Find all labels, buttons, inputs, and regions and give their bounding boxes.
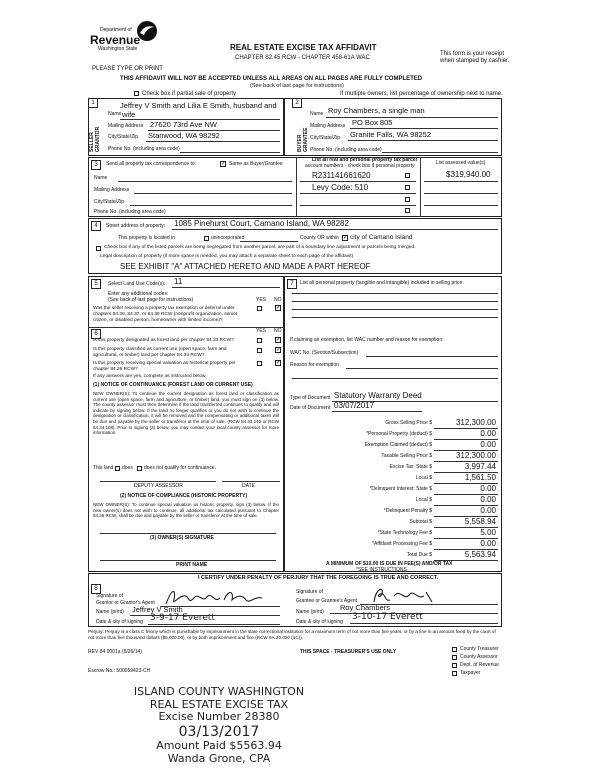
s6-q1-no[interactable]: ✓ — [276, 337, 282, 343]
does-checkbox[interactable] — [115, 466, 120, 471]
certify-statement: I CERTIFY UNDER PENALTY OF PERJURY THAT THE FOREGOING IS TRUE AND CORRECT. — [198, 575, 439, 581]
recording-stamp — [104, 686, 334, 765]
s3-city-label: City/State/Zip — [94, 199, 125, 205]
buyer-name-label: Name — [310, 111, 324, 117]
land-use-label: Select Land Use Code(s): — [108, 281, 166, 287]
copy-treasurer-checkbox[interactable] — [452, 647, 457, 652]
seller-phone-label: Phone No. (including area code) — [108, 146, 180, 152]
unincorporated-checkbox[interactable] — [204, 236, 209, 241]
warning-banner: THIS AFFIDAVIT WILL NOT BE ACCEPTED UNLESS ALL AREAS ON ALL PAGES ARE FULLY COMPLETED — [120, 76, 423, 82]
levy-personal-checkbox[interactable] — [405, 185, 410, 190]
grantee-date-city[interactable]: 3-10-17 Everett — [352, 612, 423, 622]
stamp-date: 03/13/2017 — [178, 723, 260, 740]
wac-label: WAC No. (Section/Subsection) — [290, 350, 359, 356]
parcel3-personal-checkbox[interactable] — [405, 197, 410, 202]
additional-codes-label: Enter any additional codes: — [108, 291, 169, 297]
county-or-within-label: County OR within — [300, 235, 339, 241]
tax-row-value[interactable]: 5,558.94 — [464, 517, 496, 526]
tax-row-label: Gross Selling Price $ — [385, 420, 432, 426]
tax-row-value[interactable]: 0.00 — [480, 539, 496, 548]
revenue-logo — [92, 22, 160, 62]
escrow-number: Escrow No.: 500059423-CH — [88, 668, 151, 674]
exemption-claim-label: If claiming an exemption, list WAC number and reason for exemption: — [290, 337, 444, 343]
unincorporated-label: unincorporated — [211, 235, 245, 241]
section-7-number: 7 — [287, 279, 297, 289]
tax-row-value[interactable]: 5,563.94 — [464, 550, 496, 559]
grantor-printed-name[interactable]: Jeffrey V Smith — [132, 605, 183, 614]
notice2-title: (2) NOTICE OF COMPLIANCE (HISTORIC PROPERTY) — [120, 493, 248, 499]
city-of-checkbox[interactable]: ✓ — [343, 235, 349, 241]
parcel-personal-checkbox[interactable] — [405, 173, 410, 178]
segregated-label: Check box if any of the listed parcels are being segregated from another parcel, are part of a boundary line adjustment or parcels being merged. — [104, 245, 416, 250]
tax-row-value[interactable]: 0.00 — [480, 429, 496, 438]
doc-type-label: Type of Document — [290, 395, 331, 401]
seller-side-label: SELLER GRANTOR — [89, 126, 101, 152]
tax-row-value[interactable]: 312,300.00 — [455, 451, 496, 460]
tax-row-label: *Personal Property (deduct) $ — [366, 431, 432, 437]
s6-no-header: NO — [274, 328, 282, 334]
form-chapter: CHAPTER 82.45 RCW - CHAPTER 458-61A WAC — [235, 55, 370, 61]
grantee-sig-label-2: Grantee or Grantee's Agent — [296, 598, 357, 604]
dept-label: Department of — [100, 27, 132, 33]
parcel-list-header-1: List all real and personal property tax parcel — [312, 157, 418, 163]
tax-row-label: *Delinquent Interest: State $ — [369, 486, 432, 492]
segregated-checkbox[interactable] — [96, 246, 101, 251]
does-not-checkbox[interactable] — [137, 466, 142, 471]
section-3-number: 3 — [91, 160, 101, 170]
tax-row-value[interactable]: 3,997.44 — [464, 462, 496, 471]
tax-row-label: Local $ — [415, 497, 432, 503]
print-name-label: PRINT NAME — [176, 562, 208, 568]
seller-name[interactable]: Jeffrey V Smith and Lilia E Smith, husband and — [120, 101, 277, 110]
section-8-number: 8 — [91, 584, 101, 594]
stamp-amount-paid: Amount Paid $5563.94 — [156, 739, 282, 753]
buyer-city-label: City/State/Zip — [310, 135, 341, 141]
notice1-title: (1) NOTICE OF CONTINUANCE (FOREST LAND OR CURRENT USE) — [93, 382, 253, 388]
copy-assessor-label: County Assessor — [460, 654, 498, 660]
stamp-treasurer: Wanda Grone, CPA — [167, 751, 271, 765]
form-revision: REV 84 0001a (6/26/14) — [88, 649, 142, 655]
see-back-note: (See back of last page for instructions) — [250, 83, 344, 89]
receipt-note-2: when stamped by cashier. — [440, 58, 510, 64]
s5-exemption-question: Was the seller receiving a property tax exemption or deferral under chapters 84.36, 84.37, or 84.38 RCW (nonprofit organization, senior citizen, or disabled person, homeowner with limited income)? — [93, 306, 238, 323]
section-5-number: 5 — [91, 279, 101, 289]
buyer-city[interactable]: Granite Falls, WA 98252 — [350, 130, 432, 139]
street-address-label: Street address of property: — [106, 223, 166, 229]
personal-property-label: List all personal property (tangible and intangible) included in selling price. — [300, 280, 464, 286]
s5-yes-checkbox[interactable] — [257, 306, 262, 311]
grantor-sig-label-1: Signature of — [96, 593, 123, 599]
grantee-name-label: Name (print) — [296, 609, 324, 615]
seller-name-cont[interactable]: wife — [122, 110, 136, 119]
tax-row-value[interactable]: 0.00 — [480, 440, 496, 449]
tax-row-value[interactable]: 0.00 — [480, 495, 496, 504]
copy-dor-label: Dept. of Revenue — [460, 662, 499, 668]
buyer-phone-label: Phone No. (including area code) — [310, 147, 382, 153]
copy-taxpayer-label: Taxpayer — [460, 670, 481, 676]
s5-yes-header: YES — [256, 297, 267, 303]
copy-taxpayer-checkbox[interactable] — [452, 671, 457, 676]
grantor-name-label: Name (print) — [96, 609, 124, 615]
levy-code[interactable]: Levy Code: 510 — [312, 183, 369, 192]
does-label: does — [122, 465, 133, 471]
notice2-body: NEW OWNER(S): To continue special valuation as historic property, sign (3) below. If the new owner(s) does not wish to continue, all additional tax calculated pursuant to Chapter 84.26 RCW, shall be due and payable by the seller or transferor at the time of sale. — [93, 502, 279, 519]
stamp-county: ISLAND COUNTY WASHINGTON — [133, 685, 305, 698]
s6-q3-no[interactable]: ✓ — [276, 360, 282, 366]
partial-sale-label: Check box if partial sale of property — [142, 91, 237, 97]
land-use-code[interactable]: 11 — [174, 277, 183, 286]
tax-row-value[interactable]: 5.00 — [480, 528, 496, 537]
stamp-excise-number: Excise Number 28380 — [158, 710, 280, 724]
revenue-wordmark: Revenue — [90, 33, 141, 47]
s6-q2-yes[interactable] — [257, 348, 262, 353]
stamp-tax-title: REAL ESTATE EXCISE TAX — [149, 697, 289, 711]
tax-row-label: Total Due $ — [406, 552, 432, 558]
grantor-signature-stroke — [166, 591, 262, 604]
section-4-number: 4 — [91, 221, 101, 231]
seller-name-label: Name — [108, 111, 122, 117]
tax-row-label: Taxable Selling Price $ — [381, 453, 432, 459]
exhibit-reference[interactable]: SEE EXHIBIT "A" ATTACHED HERETO AND MADE A PART HEREOF — [120, 262, 371, 271]
parcel-list-header-2: account numbers - check box if personal property — [305, 163, 415, 169]
s6-q3: Is this property receiving special valuation as historical property per chapter 84.26 RCW? — [93, 361, 236, 372]
reason-label: Reason for exemption — [290, 362, 339, 368]
s6-q2-no[interactable]: ✓ — [276, 347, 282, 353]
section-6-number: 6 — [91, 329, 101, 339]
same-as-buyer-checkbox[interactable]: ✓ — [221, 161, 227, 167]
s3-address-label: Mailing Address — [94, 187, 130, 193]
correspondence-label: Send all property tax correspondence to: — [106, 161, 197, 167]
minimum-fee-note: A MINIMUM OF $10.00 IS DUE IN FEE(S) AND/OR TAX — [326, 561, 453, 567]
treasurer-use-only: THIS SPACE - TREASURER'S USE ONLY — [300, 649, 397, 655]
s6-q2: Is this property classified as current use (open space, farm and agricultural, or timber) land per chapter 84.34 RCW? — [93, 347, 227, 358]
s6-q1-yes[interactable] — [257, 338, 262, 343]
seller-city-label: City/State/Zip — [108, 134, 139, 140]
partial-sale-checkbox[interactable] — [134, 91, 139, 96]
grantor-sig-label-2: Grantor or Grantor's Agent — [96, 600, 155, 606]
state-label: Washington State — [98, 46, 138, 52]
s6-q3-yes[interactable] — [257, 361, 262, 366]
seller-address-label: Mailing Address — [108, 123, 144, 129]
notice1-body: NEW OWNER(S): To continue the current designation as forest land or classification as current use (open space, farm and agriculture, or timber) land, you must sign on (3) below. The county assessor must then determine if the land transferred continues to qualify and will indicate by signing below. If the land no longer qualifies or you do not wish to continue the designation or classification, it will be removed and the compensating or additional taxes will be due and payable by the seller or transferor at the time of sale. (RCW 84.33.140 or RCW 84.34.108). Prior to signing (3) below, you may contact your local county assessor for more information. — [93, 391, 279, 436]
doc-date[interactable]: 03/07/2017 — [334, 401, 375, 410]
s3-name-label: Name — [94, 175, 108, 181]
copy-assessor-checkbox[interactable] — [452, 655, 457, 660]
tax-row-label: Subtotal $ — [409, 519, 432, 525]
s5-no-header: NO — [274, 297, 282, 303]
copy-treasurer-label: County Treasurer — [460, 646, 499, 652]
grantee-sig-label-1: Signature of — [296, 589, 323, 595]
seller-city[interactable]: Stanwood, WA 98292 — [148, 131, 220, 140]
legal-description-label: Legal description of property (if more space is needed, you may attach a separate sheet to each page of the affidavit) — [100, 254, 354, 259]
parcel-number[interactable]: R231141661620 — [312, 171, 371, 180]
grantor-date-city-label: Date & city of signing — [96, 619, 143, 625]
section-1-number: 1 — [88, 98, 98, 108]
doc-type[interactable]: Statutory Warranty Deed — [334, 391, 422, 400]
grantee-printed-name[interactable]: Roy Chambers — [340, 603, 391, 612]
doc-date-label: Date of Document — [290, 405, 331, 411]
section-2-number: 2 — [292, 98, 302, 108]
s3-phone-label: Phone No. (including area code) — [94, 209, 166, 215]
located-in-label: This property is located in — [118, 235, 175, 241]
this-land-label: This land — [93, 465, 114, 471]
grantor-date-city[interactable]: 3-9-17 Everett — [150, 613, 215, 623]
same-as-buyer-label: Same as Buyer/Grantee — [229, 161, 283, 167]
type-or-print: PLEASE TYPE OR PRINT — [92, 66, 163, 72]
seller-address[interactable]: 27620 73rd Ave NW — [150, 120, 217, 129]
tax-row-label: *Delinquent Penalty $ — [383, 508, 432, 514]
tax-row-label: Local $ — [415, 475, 432, 481]
city-of-value[interactable]: city of Camano Island — [350, 234, 413, 241]
s6-if-yes: If any answers are yes, complete as instructed below. — [93, 374, 207, 379]
does-not-label: does not qualify for continuance. — [144, 465, 216, 471]
s5-no-checkbox[interactable]: ✓ — [276, 305, 282, 311]
assessed-header: List assessed value(s) — [436, 160, 486, 166]
assessed-value[interactable]: $319,940.00 — [446, 170, 491, 179]
tax-row-label: Exemption Claimed (deduct) $ — [364, 442, 432, 448]
buyer-address-label: Mailing Address — [310, 123, 346, 129]
grantee-date-city-label: Date & city of signing — [296, 619, 343, 625]
tax-row-label: *Affidavit Processing Fee $ — [372, 541, 432, 547]
parcel4-personal-checkbox[interactable] — [405, 208, 410, 213]
buyer-side-label: BUYER GRANTEE — [297, 127, 309, 152]
owner-signature-label: (3) OWNER(S) SIGNATURE — [150, 535, 214, 541]
multiple-owners-note: If multiple owners, list percentage of ownership next to name. — [340, 91, 503, 97]
tax-row-value[interactable]: 1,561.50 — [464, 473, 496, 482]
assessor-date-label: DATE — [242, 483, 255, 489]
deputy-assessor-label: DEPUTY ASSESSOR — [134, 483, 183, 489]
perjury-notice: Perjury: Perjury is a class C felony which is punishable by imprisonment in the state correctional institution for a maximum term of not more than five years, or by a fine in an amount fixed by the court of not more than five thousand dollars ($5,000.00), or by both imprisonment and fine (RCW 9A.20.020 (1C)). — [88, 629, 496, 640]
tax-row-label: Excise Tax: State $ — [389, 464, 432, 470]
see-instructions-note: *SEE INSTRUCTIONS — [356, 567, 407, 573]
tax-row-value[interactable]: 312,300.00 — [455, 418, 496, 427]
tax-row-value[interactable]: 0.00 — [480, 506, 496, 515]
grantee-signature-stroke — [374, 589, 432, 602]
tax-row-value[interactable]: 0.00 — [480, 484, 496, 493]
copy-dor-checkbox[interactable] — [452, 663, 457, 668]
receipt-note-1: This form is your receipt — [440, 51, 505, 57]
s6-yes-header: YES — [256, 328, 267, 334]
s5-see-back: (See back of last page for instructions) — [108, 297, 194, 303]
buyer-address[interactable]: PO Box 805 — [352, 118, 393, 127]
property-street-address[interactable]: 1085 Pinehurst Court, Camano Island, WA 98282 — [174, 219, 349, 228]
tax-row-label: *State Technology Fee $ — [377, 530, 432, 536]
buyer-name[interactable]: Roy Chambers, a single man — [328, 106, 425, 115]
s6-q1: Is this property designated as forest land per chapter 84.33 RCW? — [93, 338, 234, 343]
form-title: REAL ESTATE EXCISE TAX AFFIDAVIT — [230, 43, 377, 52]
